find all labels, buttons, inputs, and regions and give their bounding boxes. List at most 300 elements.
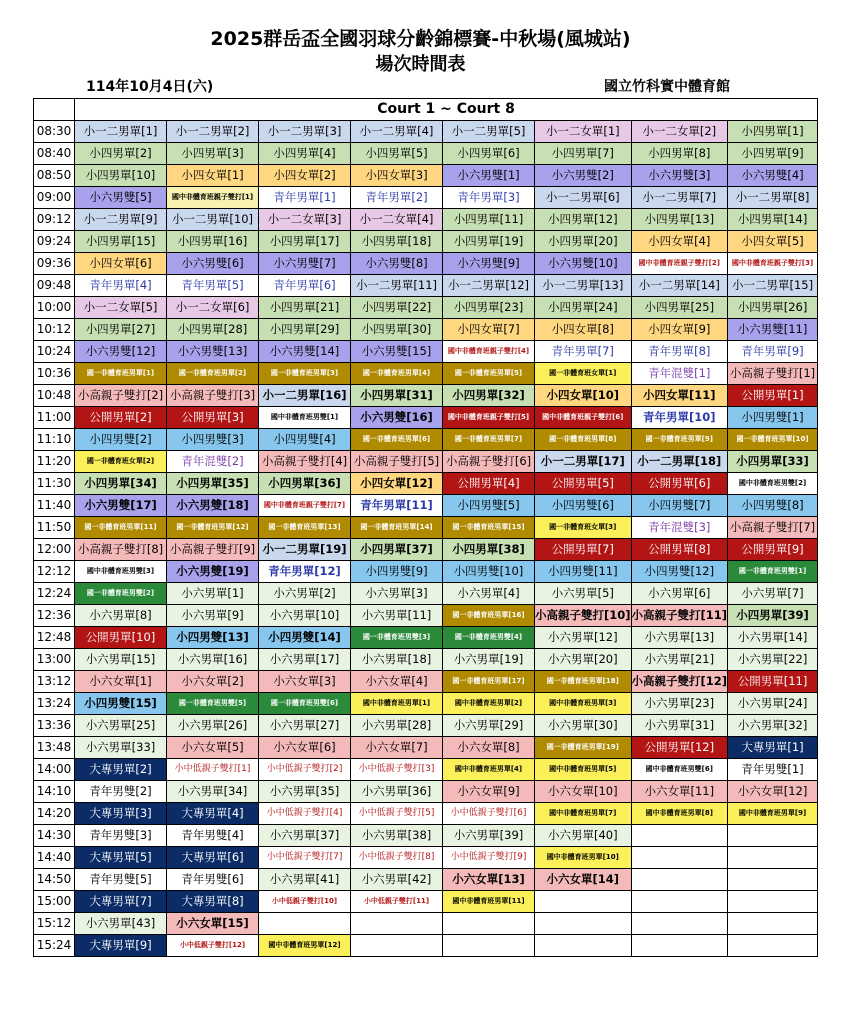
time-slot: 09:24 [34,231,75,253]
page-subtitle: 場次時間表 [375,54,466,75]
match-cell: 小六男單[8] [75,605,167,627]
match-cell: 小六女單[4] [351,671,443,693]
match-cell: 小高親子雙打[6] [443,451,535,473]
match-cell: 小四女單[8] [535,319,632,341]
schedule-row [34,803,818,825]
empty-cell [535,913,632,935]
match-cell: 小四男單[28] [167,319,259,341]
match-cell: 青年男單[8] [631,341,728,363]
match-cell: 小六男雙[1] [443,165,535,187]
schedule-row [34,539,818,561]
match-cell: 小高親子雙打[2] [75,385,167,407]
empty-cell [443,935,535,957]
time-slot: 10:12 [34,319,75,341]
match-cell: 國一非體育班男單[13] [259,517,351,539]
match-cell: 國一非體育班女單[2] [75,451,167,473]
match-cell: 小六男雙[15] [351,341,443,363]
match-cell: 小四男單[23] [443,297,535,319]
match-cell: 大專男單[6] [167,847,259,869]
schedule-row [34,451,818,473]
match-cell: 小一二女單[5] [75,297,167,319]
match-cell: 小四男雙[15] [75,693,167,715]
match-cell: 小中低親子雙打[10] [259,891,351,913]
empty-cell [631,825,728,847]
match-cell: 小六男單[32] [728,715,818,737]
match-cell: 青年男雙[2] [75,781,167,803]
schedule-row [34,891,818,913]
match-cell: 小四男單[20] [535,231,632,253]
match-cell: 小一二男單[8] [728,187,818,209]
match-cell: 青年混雙[2] [167,451,259,473]
match-cell: 國一非體育班男單[4] [351,363,443,385]
match-cell: 青年男單[9] [728,341,818,363]
match-cell: 小六男單[43] [75,913,167,935]
match-cell: 國一非體育班男單[2] [167,363,259,385]
match-cell: 小四男雙[2] [75,429,167,451]
time-slot: 10:24 [34,341,75,363]
time-slot: 15:00 [34,891,75,913]
match-cell: 大專男單[8] [167,891,259,913]
match-cell: 小六女單[14] [535,869,632,891]
match-cell: 小高親子雙打[4] [259,451,351,473]
match-cell: 小四男單[32] [443,385,535,407]
empty-cell [631,869,728,891]
schedule-row [34,847,818,869]
match-cell: 大專男單[4] [167,803,259,825]
match-cell: 小六男單[4] [443,583,535,605]
empty-cell [631,891,728,913]
schedule-row [34,583,818,605]
empty-cell [631,847,728,869]
time-slot: 15:24 [34,935,75,957]
match-cell: 大專男單[9] [75,935,167,957]
match-cell: 小高親子雙打[7] [728,517,818,539]
match-cell: 青年男單[2] [351,187,443,209]
time-slot: 14:20 [34,803,75,825]
empty-cell [728,913,818,935]
match-cell: 小一二男單[15] [728,275,818,297]
match-cell: 小六男單[31] [631,715,728,737]
match-cell: 國中非體育班男雙[1] [259,407,351,429]
event-venue: 國立竹科實中體育館 [604,79,730,95]
schedule-row [34,649,818,671]
time-slot: 13:36 [34,715,75,737]
empty-cell [631,935,728,957]
match-cell: 大專男單[3] [75,803,167,825]
match-cell: 小六男單[5] [535,583,632,605]
schedule-row [34,869,818,891]
match-cell: 小四女單[1] [167,165,259,187]
match-cell: 小四男雙[1] [728,407,818,429]
time-slot: 11:20 [34,451,75,473]
schedule-row [34,517,818,539]
match-cell: 小六男雙[9] [443,253,535,275]
match-cell: 小四男單[39] [728,605,818,627]
match-cell: 國中非體育班男雙[2] [728,473,818,495]
match-cell: 小六男雙[3] [631,165,728,187]
time-slot: 11:00 [34,407,75,429]
match-cell: 小四男單[33] [728,451,818,473]
match-cell: 國中非體育班親子雙打[1] [167,187,259,209]
match-cell: 小六男單[41] [259,869,351,891]
match-cell: 國一非體育班男單[18] [535,671,632,693]
match-cell: 公開男單[2] [75,407,167,429]
match-cell: 國一非體育班女單[3] [535,517,632,539]
match-cell: 小一二女單[2] [631,121,728,143]
time-slot: 12:24 [34,583,75,605]
schedule-row [34,275,818,297]
schedule-row [34,605,818,627]
match-cell: 小六男單[10] [259,605,351,627]
match-cell: 小六男單[35] [259,781,351,803]
match-cell: 小六男單[33] [75,737,167,759]
schedule-row [34,297,818,319]
schedule-row [34,913,818,935]
match-cell: 青年男單[10] [631,407,728,429]
match-cell: 小六男雙[12] [75,341,167,363]
match-cell: 小六女單[12] [728,781,818,803]
schedule-table [33,98,818,957]
match-cell: 小六男單[39] [443,825,535,847]
match-cell: 國中非體育班男雙[6] [631,759,728,781]
match-cell: 國中非體育班男單[5] [535,759,632,781]
match-cell: 小六男單[24] [728,693,818,715]
schedule-row [34,715,818,737]
schedule-row [34,187,818,209]
match-cell: 小一二男單[6] [535,187,632,209]
match-cell: 小六男單[25] [75,715,167,737]
match-cell: 小一二男單[19] [259,539,351,561]
match-cell: 小四男雙[9] [351,561,443,583]
match-cell: 小四男單[25] [631,297,728,319]
match-cell: 小六男雙[8] [351,253,443,275]
match-cell: 國一非體育班男雙[5] [167,693,259,715]
match-cell: 小六男單[12] [535,627,632,649]
match-cell: 小六男單[6] [631,583,728,605]
empty-cell [259,913,351,935]
match-cell: 小四男單[35] [167,473,259,495]
match-cell: 小四男單[10] [75,165,167,187]
match-cell: 小六男單[27] [259,715,351,737]
match-cell: 小六女單[13] [443,869,535,891]
match-cell: 國一非體育班男雙[4] [443,627,535,649]
match-cell: 小中低親子雙打[4] [259,803,351,825]
match-cell: 小四男單[21] [259,297,351,319]
match-cell: 小六女單[5] [167,737,259,759]
match-cell: 小四男單[1] [728,121,818,143]
match-cell: 公開男單[3] [167,407,259,429]
match-cell: 小六男單[36] [351,781,443,803]
match-cell: 小六男單[17] [259,649,351,671]
time-slot: 08:40 [34,143,75,165]
match-cell: 國中非體育班男單[12] [259,935,351,957]
time-slot: 14:10 [34,781,75,803]
match-cell: 國一非體育班男單[16] [443,605,535,627]
match-cell: 小六女單[1] [75,671,167,693]
match-cell: 小六男單[34] [167,781,259,803]
match-cell: 小六女單[15] [167,913,259,935]
empty-cell [631,913,728,935]
match-cell: 小六男單[15] [75,649,167,671]
match-cell: 小六男單[3] [351,583,443,605]
match-cell: 小六女單[11] [631,781,728,803]
match-cell: 小四男單[14] [728,209,818,231]
empty-cell [535,935,632,957]
match-cell: 國中非體育班親子雙打[7] [259,495,351,517]
match-cell: 小六女單[9] [443,781,535,803]
match-cell: 小四男單[7] [535,143,632,165]
match-cell: 小六男單[14] [728,627,818,649]
empty-cell [728,825,818,847]
match-cell: 小四女單[12] [351,473,443,495]
time-slot: 11:10 [34,429,75,451]
schedule-row [34,759,818,781]
time-slot: 09:36 [34,253,75,275]
match-cell: 國一非體育班男雙[1] [728,561,818,583]
schedule-row [34,495,818,517]
match-cell: 青年男單[5] [167,275,259,297]
match-cell: 小六女單[3] [259,671,351,693]
match-cell: 小四男雙[8] [728,495,818,517]
match-cell: 小高親子雙打[9] [167,539,259,561]
match-cell: 小一二男單[3] [259,121,351,143]
match-cell: 國一非體育班男單[11] [75,517,167,539]
match-cell: 小中低親子雙打[8] [351,847,443,869]
match-cell: 小六男單[42] [351,869,443,891]
schedule-row [34,253,818,275]
match-cell: 小中低親子雙打[2] [259,759,351,781]
schedule-row [34,473,818,495]
match-cell: 小四女單[7] [443,319,535,341]
event-date: 114年10月4日(六) [86,79,214,95]
match-cell: 小六女單[6] [259,737,351,759]
time-slot: 08:50 [34,165,75,187]
match-cell: 小四男雙[3] [167,429,259,451]
time-slot: 10:00 [34,297,75,319]
match-cell: 小六男單[37] [259,825,351,847]
court-header: Court 1 ~ Court 8 [75,99,818,121]
match-cell: 小四女單[5] [728,231,818,253]
schedule-row [34,825,818,847]
match-cell: 小四男單[19] [443,231,535,253]
match-cell: 小一二男單[18] [631,451,728,473]
match-cell: 小六男單[38] [351,825,443,847]
match-cell: 小一二男單[7] [631,187,728,209]
match-cell: 大專男單[5] [75,847,167,869]
match-cell: 小一二男單[1] [75,121,167,143]
match-cell: 小四男單[13] [631,209,728,231]
match-cell: 小四女單[4] [631,231,728,253]
match-cell: 青年男單[11] [351,495,443,517]
match-cell: 小高親子雙打[10] [535,605,632,627]
match-cell: 小一二女單[3] [259,209,351,231]
schedule-row [34,341,818,363]
match-cell: 小六男單[28] [351,715,443,737]
match-cell: 小六男單[11] [351,605,443,627]
time-slot: 14:40 [34,847,75,869]
match-cell: 小六男單[40] [535,825,632,847]
match-cell: 小一二女單[1] [535,121,632,143]
match-cell: 國中非體育班親子雙打[2] [631,253,728,275]
time-slot: 10:36 [34,363,75,385]
time-slot: 15:12 [34,913,75,935]
match-cell: 公開男單[1] [728,385,818,407]
match-cell: 小高親子雙打[11] [631,605,728,627]
match-cell: 小六男單[21] [631,649,728,671]
match-cell: 小四男單[36] [259,473,351,495]
match-cell: 小四女單[9] [631,319,728,341]
match-cell: 小中低親子雙打[6] [443,803,535,825]
match-cell: 小一二男單[13] [535,275,632,297]
schedule-row [34,693,818,715]
schedule-row [34,121,818,143]
match-cell: 小六男雙[11] [728,319,818,341]
match-cell: 小六男單[29] [443,715,535,737]
empty-cell [443,913,535,935]
match-cell: 小六男單[19] [443,649,535,671]
match-cell: 小六男雙[16] [351,407,443,429]
match-cell: 公開男單[10] [75,627,167,649]
match-cell: 國一非體育班男單[14] [351,517,443,539]
match-cell: 小中低親子雙打[7] [259,847,351,869]
match-cell: 小四女單[2] [259,165,351,187]
match-cell: 小四男雙[13] [167,627,259,649]
match-cell: 國中非體育班男單[4] [443,759,535,781]
schedule-row [34,209,818,231]
match-cell: 國一非體育班男單[15] [443,517,535,539]
empty-cell [728,935,818,957]
match-cell: 青年男雙[5] [75,869,167,891]
match-cell: 國一非體育班男單[8] [535,429,632,451]
match-cell: 小四女單[10] [535,385,632,407]
match-cell: 青年男雙[4] [167,825,259,847]
match-cell: 小一二女單[6] [167,297,259,319]
match-cell: 小六男雙[19] [167,561,259,583]
match-cell: 小四女單[3] [351,165,443,187]
match-cell: 小六男單[26] [167,715,259,737]
empty-cell [728,847,818,869]
time-slot: 14:00 [34,759,75,781]
match-cell: 小四男單[6] [443,143,535,165]
match-cell: 小中低親子雙打[11] [351,891,443,913]
match-cell: 小四男雙[5] [443,495,535,517]
match-cell: 小四男單[2] [75,143,167,165]
match-cell: 國中非體育班男單[8] [631,803,728,825]
match-cell: 小四男單[11] [443,209,535,231]
match-cell: 小六男單[1] [167,583,259,605]
match-cell: 小六女單[10] [535,781,632,803]
match-cell: 國中非體育班親子雙打[5] [443,407,535,429]
match-cell: 小四男單[34] [75,473,167,495]
time-slot: 12:48 [34,627,75,649]
match-cell: 小六男單[9] [167,605,259,627]
match-cell: 小六男單[18] [351,649,443,671]
empty-cell [728,891,818,913]
match-cell: 國中非體育班親子雙打[3] [728,253,818,275]
match-cell: 小中低親子雙打[9] [443,847,535,869]
match-cell: 小一二男單[2] [167,121,259,143]
match-cell: 小六男雙[13] [167,341,259,363]
match-cell: 國一非體育班女單[1] [535,363,632,385]
match-cell: 小六男單[16] [167,649,259,671]
match-cell: 小六男雙[5] [75,187,167,209]
match-cell: 國一非體育班男單[12] [167,517,259,539]
match-cell: 青年男單[3] [443,187,535,209]
time-slot: 10:48 [34,385,75,407]
match-cell: 國一非體育班男單[5] [443,363,535,385]
corner-cell [34,99,75,121]
match-cell: 小四男單[9] [728,143,818,165]
match-cell: 小四男單[18] [351,231,443,253]
match-cell: 公開男單[6] [631,473,728,495]
match-cell: 青年男單[12] [259,561,351,583]
empty-cell [535,891,632,913]
match-cell: 公開男單[9] [728,539,818,561]
match-cell: 小四男雙[10] [443,561,535,583]
match-cell: 小中低親子雙打[1] [167,759,259,781]
match-cell: 小四男雙[14] [259,627,351,649]
time-slot: 09:00 [34,187,75,209]
match-cell: 小四男單[8] [631,143,728,165]
match-cell: 國中非體育班男雙[3] [75,561,167,583]
match-cell: 國一非體育班男單[1] [75,363,167,385]
match-cell: 小四男單[29] [259,319,351,341]
empty-cell [728,869,818,891]
match-cell: 小四男單[4] [259,143,351,165]
match-cell: 小六男雙[7] [259,253,351,275]
match-cell: 小四男單[26] [728,297,818,319]
match-cell: 小四女單[6] [75,253,167,275]
match-cell: 小六男單[20] [535,649,632,671]
match-cell: 小六男單[2] [259,583,351,605]
schedule-row [34,935,818,957]
time-slot: 12:12 [34,561,75,583]
match-cell: 小六男單[13] [631,627,728,649]
match-cell: 公開男單[11] [728,671,818,693]
schedule-body [34,99,818,957]
schedule-row [34,781,818,803]
match-cell: 青年男雙[1] [728,759,818,781]
time-slot: 13:12 [34,671,75,693]
match-cell: 小高親子雙打[1] [728,363,818,385]
match-cell: 小四男單[30] [351,319,443,341]
match-cell: 小六女單[8] [443,737,535,759]
match-cell: 小高親子雙打[3] [167,385,259,407]
match-cell: 小中低親子雙打[3] [351,759,443,781]
match-cell: 國中非體育班男單[9] [728,803,818,825]
match-cell: 小六男雙[2] [535,165,632,187]
match-cell: 國一非體育班男雙[6] [259,693,351,715]
match-cell: 青年男單[4] [75,275,167,297]
match-cell: 大專男單[7] [75,891,167,913]
match-cell: 小四男雙[7] [631,495,728,517]
match-cell: 小四男單[15] [75,231,167,253]
time-slot: 12:00 [34,539,75,561]
schedule-row [34,671,818,693]
match-cell: 小四男單[38] [443,539,535,561]
match-cell: 小六男雙[6] [167,253,259,275]
match-cell: 小一二男單[5] [443,121,535,143]
match-cell: 小四男單[22] [351,297,443,319]
match-cell: 小一二男單[12] [443,275,535,297]
match-cell: 青年混雙[3] [631,517,728,539]
match-cell: 青年男單[6] [259,275,351,297]
match-cell: 小四男單[16] [167,231,259,253]
match-cell: 公開男單[5] [535,473,632,495]
match-cell: 小六女單[2] [167,671,259,693]
match-cell: 小六男雙[4] [728,165,818,187]
time-slot: 13:24 [34,693,75,715]
